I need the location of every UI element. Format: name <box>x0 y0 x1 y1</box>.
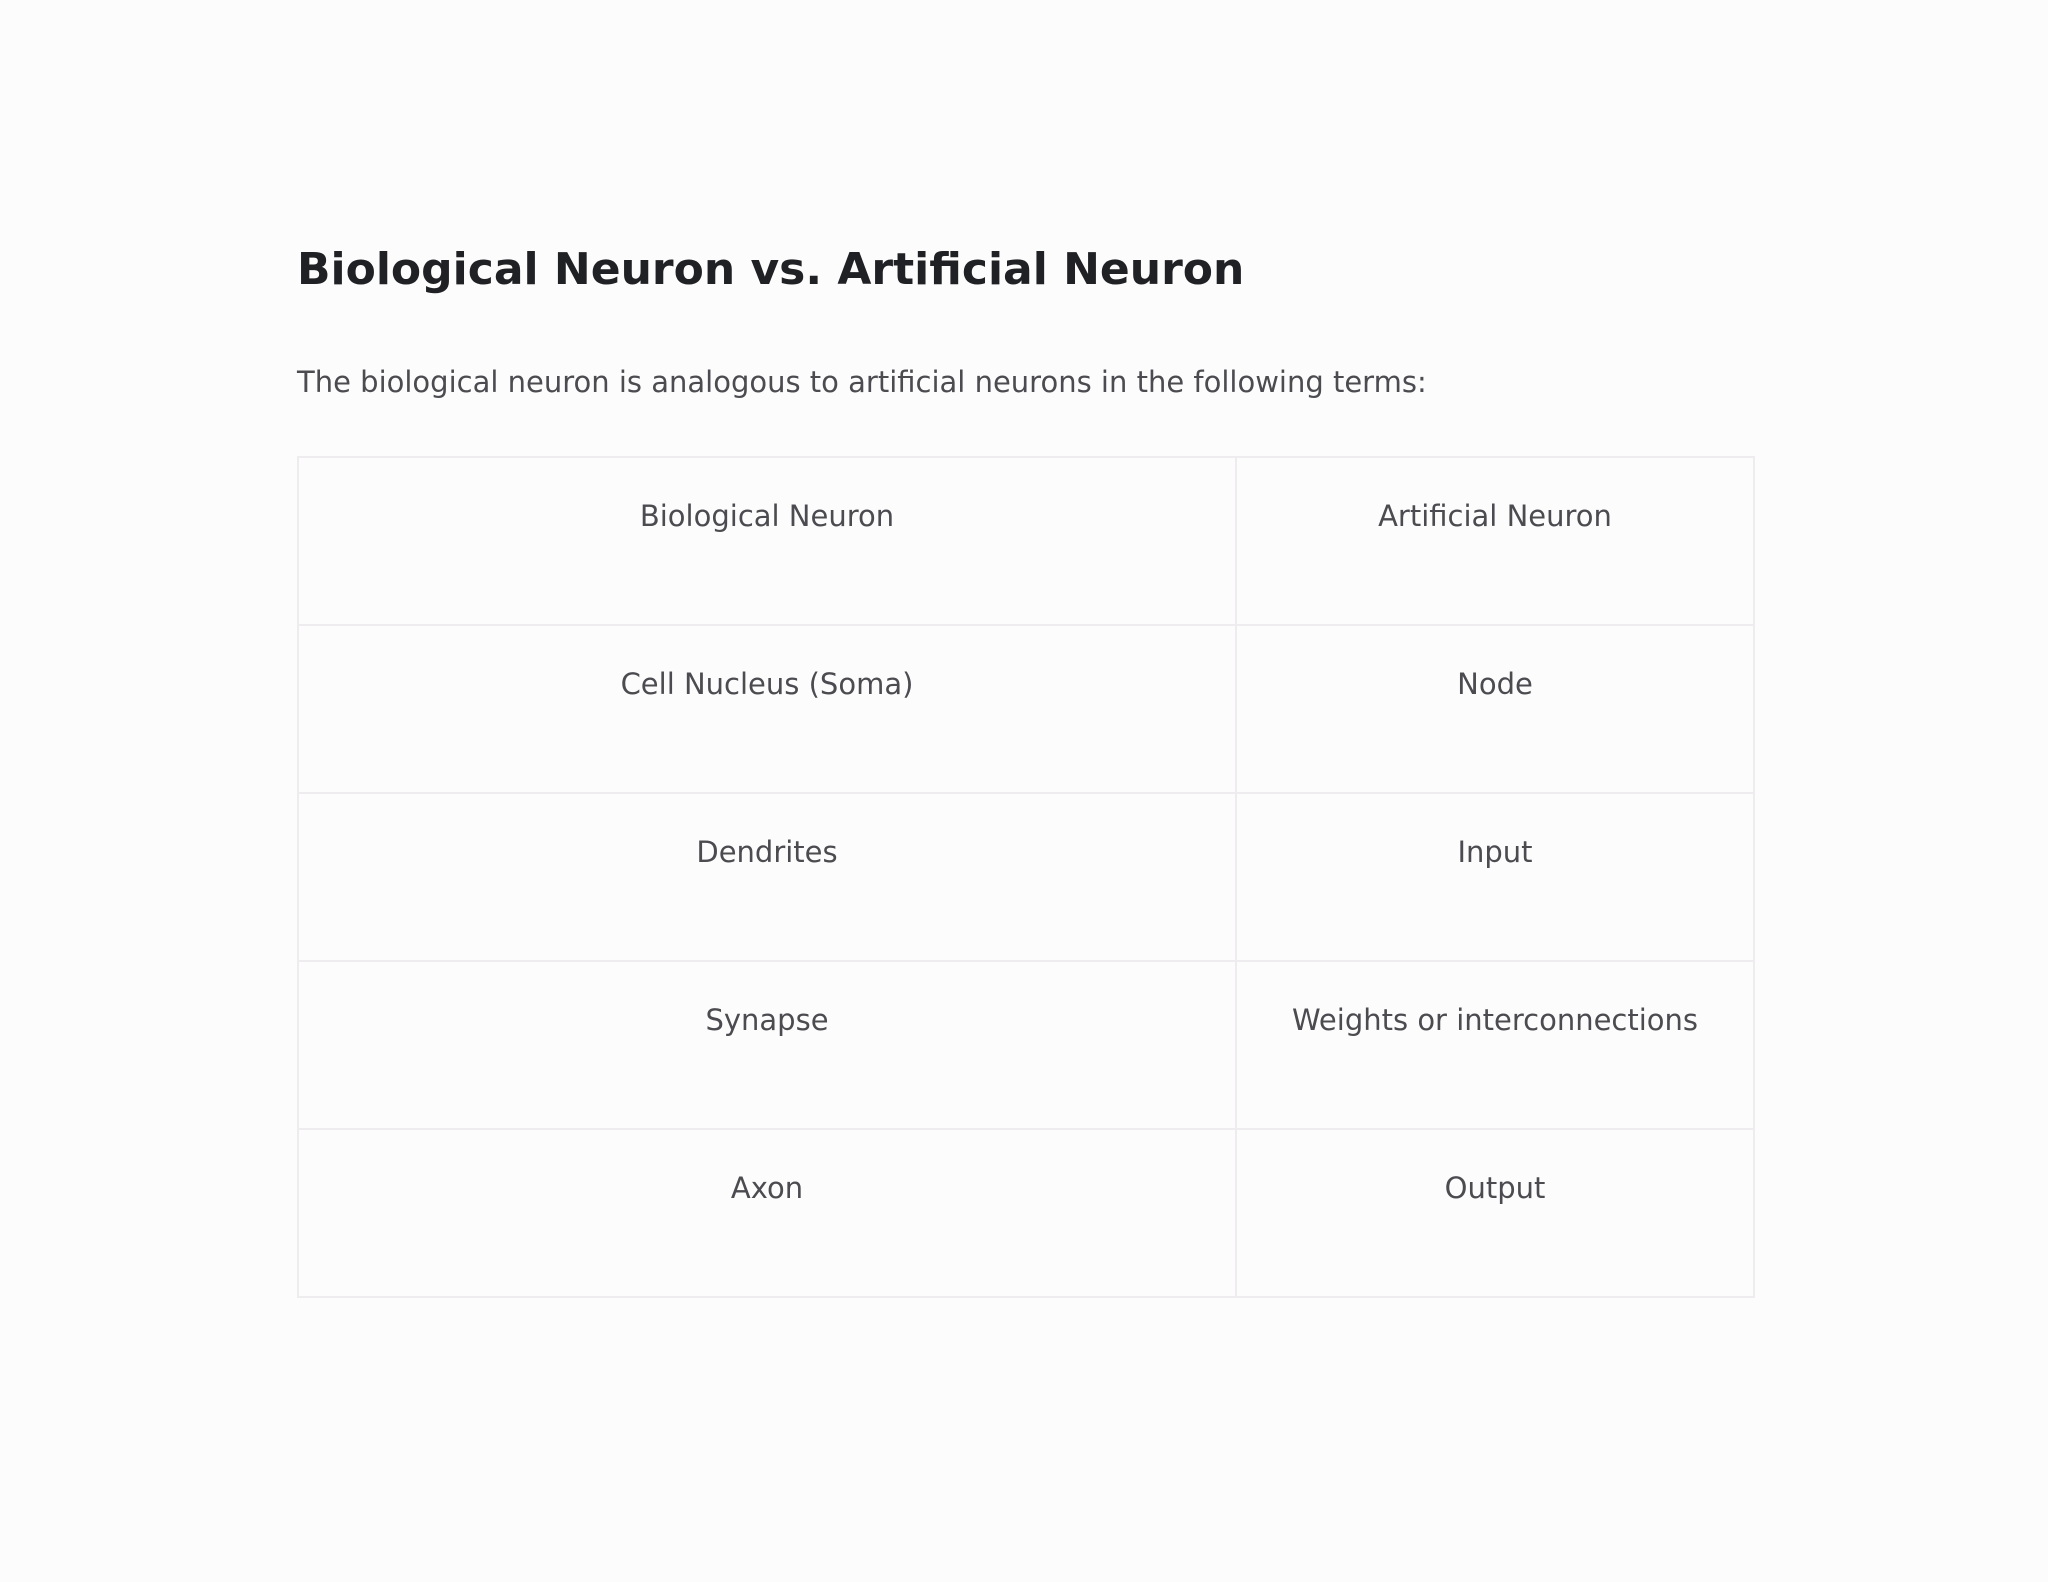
table-cell-biological: Synapse <box>298 961 1236 1129</box>
page-title: Biological Neuron vs. Artificial Neuron <box>297 244 1245 295</box>
table-row <box>298 961 1754 1129</box>
comparison-table <box>297 456 1755 1298</box>
table-cell-artificial: Node <box>1236 625 1754 793</box>
table-cell-artificial: Artificial Neuron <box>1236 457 1754 625</box>
table-row <box>298 1129 1754 1297</box>
table-cell-biological: Biological Neuron <box>298 457 1236 625</box>
table-cell-biological: Cell Nucleus (Soma) <box>298 625 1236 793</box>
table-row <box>298 793 1754 961</box>
table-cell-artificial: Weights or interconnections <box>1236 961 1754 1129</box>
table-cell-artificial: Input <box>1236 793 1754 961</box>
table-cell-artificial: Output <box>1236 1129 1754 1297</box>
table-row <box>298 625 1754 793</box>
table-row <box>298 457 1754 625</box>
intro-paragraph: The biological neuron is analogous to artificial neurons in the following terms: <box>297 365 1427 399</box>
table-cell-biological: Dendrites <box>298 793 1236 961</box>
article-content <box>297 240 1753 1298</box>
table-cell-biological: Axon <box>298 1129 1236 1297</box>
